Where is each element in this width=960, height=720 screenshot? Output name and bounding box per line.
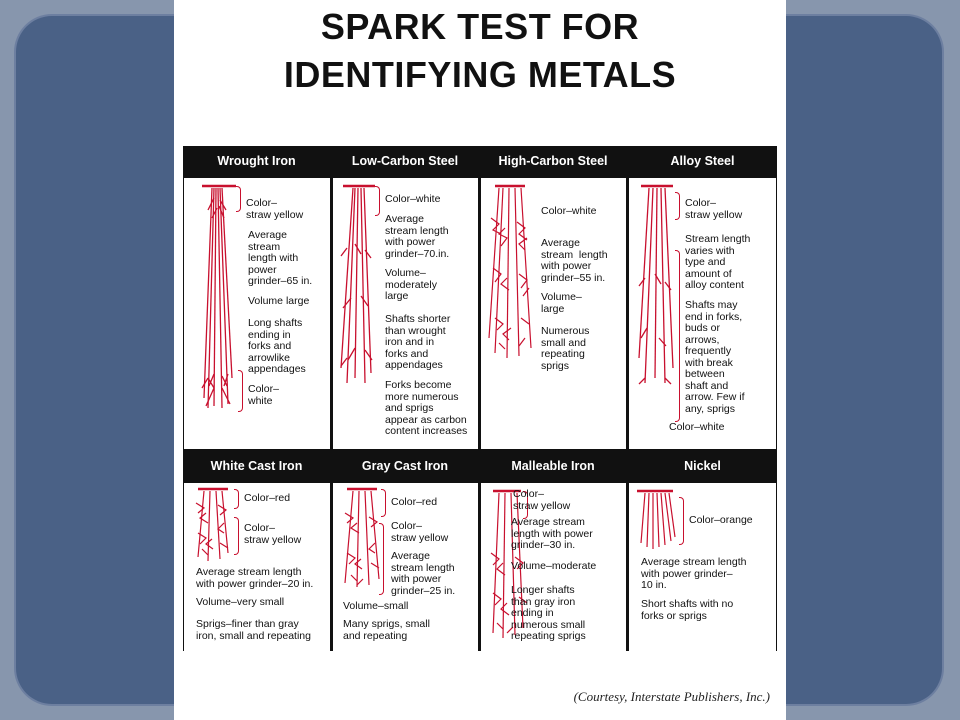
low-forks-text: Forks become more numerous and sprigs appear as carbon content increases bbox=[385, 379, 468, 437]
cell-wrought-iron bbox=[184, 178, 330, 449]
nickel-color-text: Color–orange bbox=[689, 514, 753, 526]
gray-color-text: Color–red bbox=[391, 496, 438, 508]
header-alloy-steel: Alloy Steel bbox=[670, 154, 735, 168]
header-high-carbon-steel: High-Carbon Steel bbox=[498, 154, 608, 168]
white-volume-text: Volume–very small bbox=[196, 596, 285, 608]
high-color-text: Color–white bbox=[541, 205, 597, 217]
white-color2-text: Color– straw yellow bbox=[244, 522, 302, 546]
cell-nickel bbox=[629, 483, 776, 651]
malleable-length-text: Average stream length with power grinder–30 in. bbox=[511, 516, 593, 551]
gray-length-text: Average stream length with power grinder–25 in. bbox=[391, 550, 456, 597]
malleable-color-text: Color– straw yellow bbox=[513, 488, 571, 512]
low-color-text: Color–white bbox=[385, 193, 441, 205]
header-white-cast-iron: White Cast Iron bbox=[210, 459, 303, 473]
brace-alloy-shafts bbox=[675, 250, 680, 422]
title-line-2: IDENTIFYING METALS bbox=[283, 54, 677, 95]
alloy-color-text: Color– straw yellow bbox=[685, 197, 743, 221]
high-sprigs-text: Numerous small and repeating sprigs bbox=[541, 325, 590, 372]
brace-nickel-color bbox=[679, 497, 684, 545]
gray-color2-text: Color– straw yellow bbox=[391, 520, 449, 544]
header-nickel: Nickel bbox=[684, 459, 721, 473]
alloy-color2-text: Color–white bbox=[669, 421, 725, 433]
brace-alloy-color bbox=[675, 192, 680, 220]
header-malleable-iron: Malleable Iron bbox=[511, 459, 595, 473]
white-color-text: Color–red bbox=[244, 492, 291, 504]
brace-gray-color bbox=[381, 489, 386, 517]
low-length-text: Average stream length with power grinder–70.in. bbox=[385, 213, 450, 260]
header-wrought-iron: Wrought Iron bbox=[217, 154, 296, 168]
spark-chart bbox=[183, 146, 777, 651]
title-line-1: SPARK TEST FOR bbox=[320, 6, 640, 47]
wrought-length-text: Average stream length with power grinder–65 in. bbox=[248, 229, 313, 287]
brace-wrought-color bbox=[236, 186, 241, 212]
document-page bbox=[174, 0, 786, 720]
brace-gray-length bbox=[379, 523, 384, 595]
wrought-color-text: Color– straw yellow bbox=[246, 197, 304, 221]
malleable-volume-text: Volume–moderate bbox=[511, 560, 597, 572]
cell-white-cast-iron bbox=[184, 483, 330, 651]
wrought-color2-text: Color– white bbox=[248, 383, 279, 407]
cell-high-carbon-steel bbox=[481, 178, 626, 449]
alloy-shafts-text: Shafts may end in forks, buds or arrows, frequently with break between shaft and arrow. Few if any, sprigs bbox=[685, 299, 745, 415]
nickel-shafts-text: Short shafts with no forks or sprigs bbox=[641, 598, 734, 622]
high-volume-text: Volume– large bbox=[541, 291, 582, 315]
brace-low-color bbox=[375, 186, 380, 216]
cell-gray-cast-iron bbox=[333, 483, 478, 651]
brace-wrought-color2 bbox=[238, 370, 243, 412]
malleable-shafts-text: Longer shafts than gray iron ending in numerous small repeating sprigs bbox=[511, 584, 586, 642]
white-sprigs-text: Sprigs–finer than gray iron, small and repeating bbox=[196, 618, 311, 642]
header-gray-cast-iron: Gray Cast Iron bbox=[361, 459, 449, 473]
brace-white-color bbox=[234, 489, 239, 509]
low-volume-text: Volume– moderately large bbox=[385, 267, 437, 302]
nickel-length-text: Average stream length with power grinder– 10 in. bbox=[641, 556, 747, 591]
white-length-text: Average stream length with power grinder–20 in. bbox=[196, 566, 314, 590]
wrought-volume-text: Volume large bbox=[248, 295, 310, 307]
cell-malleable-iron bbox=[481, 483, 626, 651]
high-length-text: Average stream length with power grinder–55 in. bbox=[541, 237, 608, 284]
cell-low-carbon-steel bbox=[333, 178, 478, 449]
gray-volume-text: Volume–small bbox=[343, 600, 409, 612]
courtesy-credit: (Courtesy, Interstate Publishers, Inc.) bbox=[573, 689, 770, 704]
header-low-carbon-steel: Low-Carbon Steel bbox=[351, 154, 459, 168]
gray-sprigs-text: Many sprigs, small and repeating bbox=[343, 618, 430, 642]
low-shafts-text: Shafts shorter than wrought iron and in forks and appendages bbox=[385, 313, 451, 371]
cell-alloy-steel bbox=[629, 178, 776, 449]
brace-white-color2 bbox=[234, 517, 239, 555]
wrought-shafts-text: Long shafts ending in forks and arrowlike appendages bbox=[248, 317, 306, 375]
alloy-length-text: Stream length varies with type and amount of alloy content bbox=[685, 233, 751, 291]
